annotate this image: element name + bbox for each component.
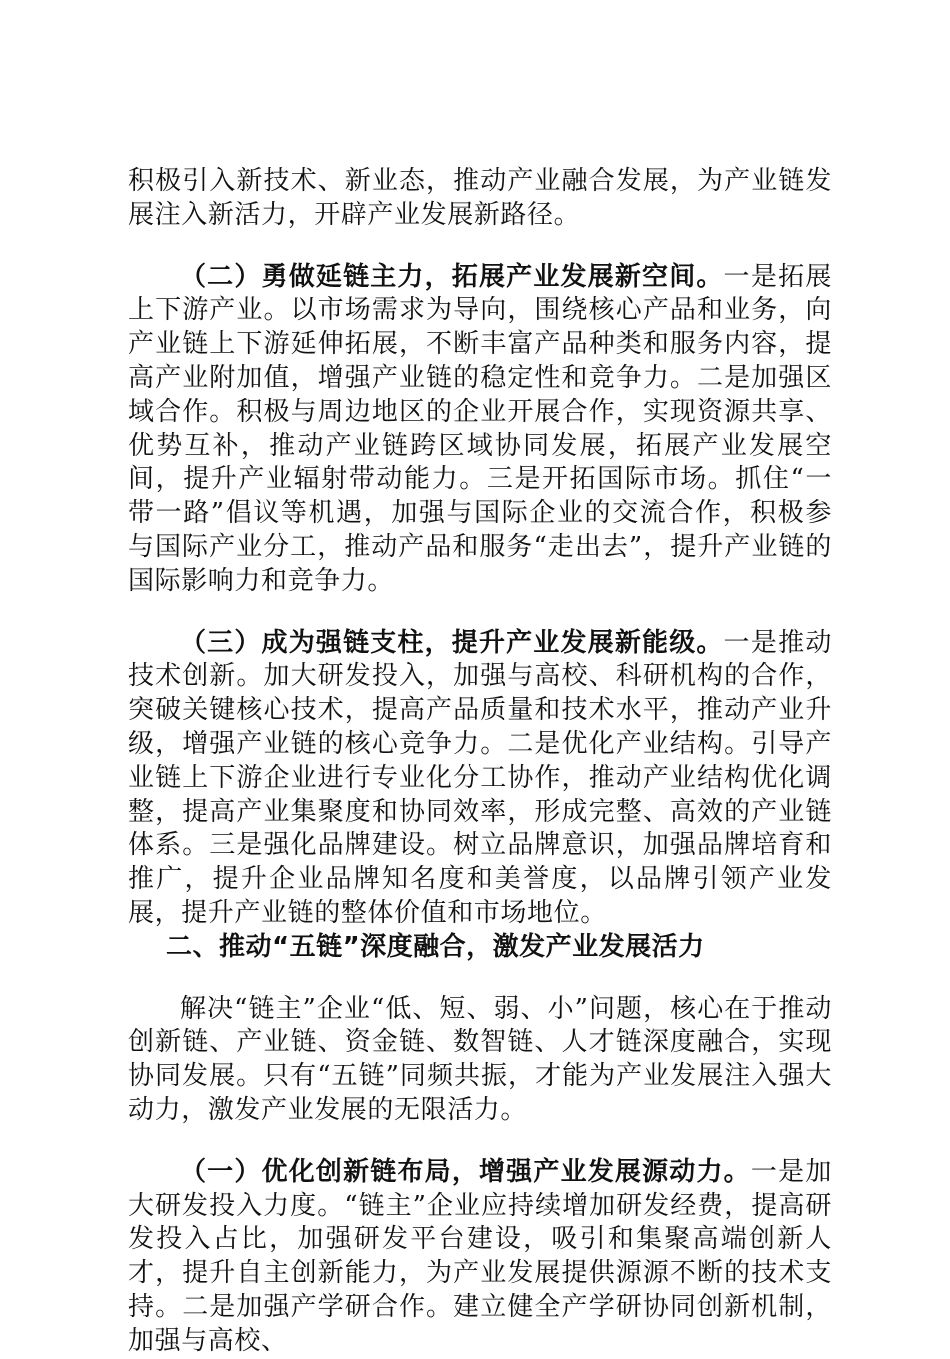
paragraph-extend-chain: [128, 261, 832, 599]
paragraph-body-strengthen-chain: 一是推动技术创新。加大研发投入，加强与高校、科研机构的合作，突破关键核心技术，提高产品质量和技术水平，推动产业升级，增强产业链的核心竞争力。二是优化产业结构。引导产业链上下游企业进行专业化分工协作，推动产业结构优化调整，提高产业集聚度和协同效率，形成完整、高效的产业链体系。三是强化品牌建设。树立品牌意识，加强品牌培育和推广，提升企业品牌知名度和美誉度，以品牌引领产业发展，提升产业链的整体价值和市场地位。: [128, 627, 832, 928]
subsection-title-innovation-chain: （一）优化创新链布局，增强产业发展源动力。: [180, 1156, 751, 1187]
paragraph-innovation-chain: [128, 1156, 832, 1359]
paragraph-strengthen-chain: [128, 627, 832, 931]
paragraph-continuation: 积极引入新技术、新业态，推动产业融合发展，为产业链发展注入新活力，开辟产业发展新路径。: [128, 166, 832, 230]
subsection-title-extend-chain: （二）勇做延链主力，拓展产业发展新空间。: [180, 261, 724, 292]
paragraph-body-extend-chain: 一是拓展上下游产业。以市场需求为导向，围绕核心产品和业务，向产业链上下游延伸拓展，不断丰富产品种类和服务内容，提高产业附加值，增强产业链的稳定性和竞争力。二是加强区域合作。积极与周边地区的企业开展合作，实现资源共享、优势互补，推动产业链跨区域协同发展，拓展产业发展空间，提升产业辐射带动能力。三是开拓国际市场。抓住“一带一路”倡议等机遇，加强与国际企业的交流合作，积极参与国际产业分工，推动产品和服务“走出去”，提升产业链的国际影响力和竞争力。: [128, 261, 832, 596]
document-page: [128, 165, 832, 1359]
paragraph-five-chains-intro: 解决“链主”企业“低、短、弱、小”问题，核心在于推动创新链、产业链、资金链、数智链、人才链深度融合，实现协同发展。只有“五链”同频共振，才能为产业发展注入强大动力，激发产业发展的无限活力。: [128, 993, 832, 1125]
paragraph-body-innovation-chain: 一是加大研发投入力度。“链主”企业应持续增加研发经费，提高研发投入占比，加强研发平台建设，吸引和集聚高端创新人才，提升自主创新能力，为产业发展提供源源不断的技术支持。二是加强产学研合作。建立健全产学研协同创新机制，加强与高校、: [128, 1156, 832, 1356]
subsection-title-strengthen-chain: （三）成为强链支柱，提升产业发展新能级。: [180, 627, 724, 658]
section-heading-five-chains: 二、推动“五链”深度融合，激发产业发展活力: [166, 931, 705, 962]
